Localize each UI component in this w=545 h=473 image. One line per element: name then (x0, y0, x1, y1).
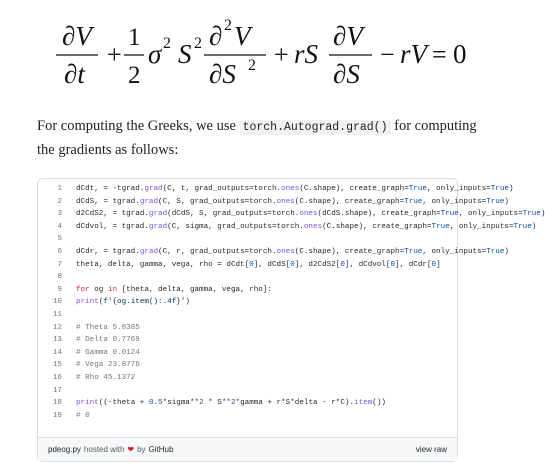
code-text (62, 233, 76, 246)
line-number[interactable]: 10 (52, 298, 62, 307)
code-line (38, 296, 457, 309)
code-gist (37, 178, 545, 462)
eq-dt-denominator: ∂t (64, 59, 85, 89)
line-number[interactable]: 14 (52, 348, 62, 357)
eq-rS: rS (294, 39, 319, 69)
eq-S: S (178, 39, 192, 69)
github-link[interactable]: GitHub (148, 445, 174, 454)
code-line (38, 347, 457, 360)
code-line (38, 372, 457, 385)
gist-footer (38, 437, 457, 461)
eq-d2-exp: 2 (224, 17, 232, 34)
code-text: dCdt, = -tgrad.grad(C, t, grad_outputs=torch.ones(C.shape), create_graph=True, only_inputs=True) (76, 185, 514, 193)
by-text: by (137, 445, 146, 454)
view-raw-link[interactable]: view raw (415, 445, 447, 454)
line-number[interactable]: 18 (52, 399, 62, 408)
code-line (38, 284, 457, 297)
line-number[interactable]: 17 (52, 386, 62, 395)
eq-dV-numerator: ∂V (62, 21, 92, 51)
line-number[interactable]: 3 (57, 210, 62, 219)
eq-dV2-numerator: ∂V (333, 21, 363, 51)
code-line (38, 271, 457, 284)
line-number[interactable]: 5 (57, 235, 62, 244)
code-line (38, 322, 457, 335)
code-line (38, 208, 545, 221)
line-number[interactable]: 19 (52, 411, 62, 420)
eq-d2-partial: ∂ (209, 21, 223, 51)
eq-two: 2 (128, 62, 141, 89)
inline-code: torch.Autograd.grad() (240, 120, 391, 135)
line-number[interactable]: 12 (52, 323, 62, 332)
code-text: # Theta 5.8385 (76, 323, 140, 332)
line-number[interactable]: 15 (52, 361, 62, 370)
code-block[interactable] (38, 179, 545, 437)
code-text (62, 385, 76, 398)
black-scholes-equation (0, 0, 500, 100)
code-text: # Vega 23.8776 (76, 361, 140, 370)
code-text: dCdS, = tgrad.grad(C, S, grad_outputs=torch.ones(C.shape), create_graph=True, only_inputs=True) (76, 197, 509, 206)
eq-dS-denominator: ∂S (333, 59, 360, 89)
code-text: print(f'{og.item():.4f}') (76, 298, 190, 307)
prose-text-before: For computing the Greeks, we use (37, 118, 240, 134)
eq-sigma-exp: 2 (163, 35, 171, 52)
code-text: d2CdS2, = tgrad.grad(dCdS, S, grad_outputs=torch.ones(dCdS.shape), create_graph=True, only_inputs=True) (76, 210, 545, 219)
line-number[interactable]: 13 (52, 336, 62, 345)
eq-S-exp: 2 (194, 35, 202, 52)
code-line (38, 334, 457, 347)
line-number[interactable]: 9 (57, 285, 62, 294)
code-text: dCdr, = tgrad.grad(C, r, grad_outputs=torch.ones(C.shape), create_graph=True, only_inputs=True) (76, 247, 509, 256)
code-text: print((-theta + 0.5*sigma**2 * S**2*gamma + r*S*delta - r*C).item()) (76, 399, 386, 408)
code-line (38, 397, 457, 410)
eq-rV: rV (400, 39, 427, 69)
line-number[interactable]: 8 (57, 273, 62, 282)
code-line (38, 221, 537, 234)
eq-plus-1: + (107, 40, 122, 69)
code-text: dCdvol, = tgrad.grad(C, sigma, grad_outputs=torch.ones(C.shape), create_graph=True, only_inputs=True) (76, 222, 537, 231)
code-text: theta, delta, gamma, vega, rho = dCdt[0], dCdS[0], d2CdS2[0], dCdvol[0], dCdr[0] (76, 260, 441, 269)
line-number[interactable]: 2 (57, 197, 62, 206)
code-line (38, 233, 457, 246)
eq-zero: 0 (453, 39, 467, 69)
code-text: for og in [theta, delta, gamma, vega, rho]: (76, 285, 272, 294)
eq-d2-V: V (234, 21, 251, 51)
gist-filename-link[interactable]: pdeog.py (48, 445, 81, 454)
intro-paragraph (37, 115, 477, 162)
eq-one: 1 (128, 24, 141, 51)
code-text (62, 309, 76, 322)
line-number[interactable]: 4 (57, 222, 62, 231)
code-line (38, 309, 457, 322)
line-number[interactable]: 6 (57, 247, 62, 256)
eq-plus-2: + (274, 40, 289, 69)
code-text (62, 271, 76, 284)
line-number[interactable]: 1 (57, 185, 62, 193)
code-line (38, 259, 457, 272)
code-line (38, 359, 457, 372)
heart-icon: ❤ (127, 445, 135, 454)
code-text: # 0 (76, 411, 90, 420)
eq-dS2-exp: 2 (248, 57, 256, 74)
code-text: # Delta 0.7769 (76, 336, 140, 345)
code-line (38, 196, 509, 209)
code-text: # Rho 45.1372 (76, 373, 136, 382)
hosted-with-text: hosted with (83, 445, 125, 454)
eq-dS2-denominator: ∂S (209, 59, 236, 89)
line-number[interactable]: 7 (57, 260, 62, 269)
code-line (38, 385, 457, 398)
line-number[interactable]: 11 (52, 310, 62, 319)
code-line (38, 246, 509, 259)
code-line (38, 410, 457, 423)
line-number[interactable]: 16 (52, 373, 62, 382)
eq-minus: − (380, 40, 395, 69)
prose-text-after: for computing the gradients as follows: (37, 118, 477, 158)
code-line (38, 183, 514, 196)
eq-sigma: σ (148, 39, 162, 69)
code-text: # Gamma 0.0124 (76, 348, 140, 357)
eq-equals: = (432, 40, 447, 69)
